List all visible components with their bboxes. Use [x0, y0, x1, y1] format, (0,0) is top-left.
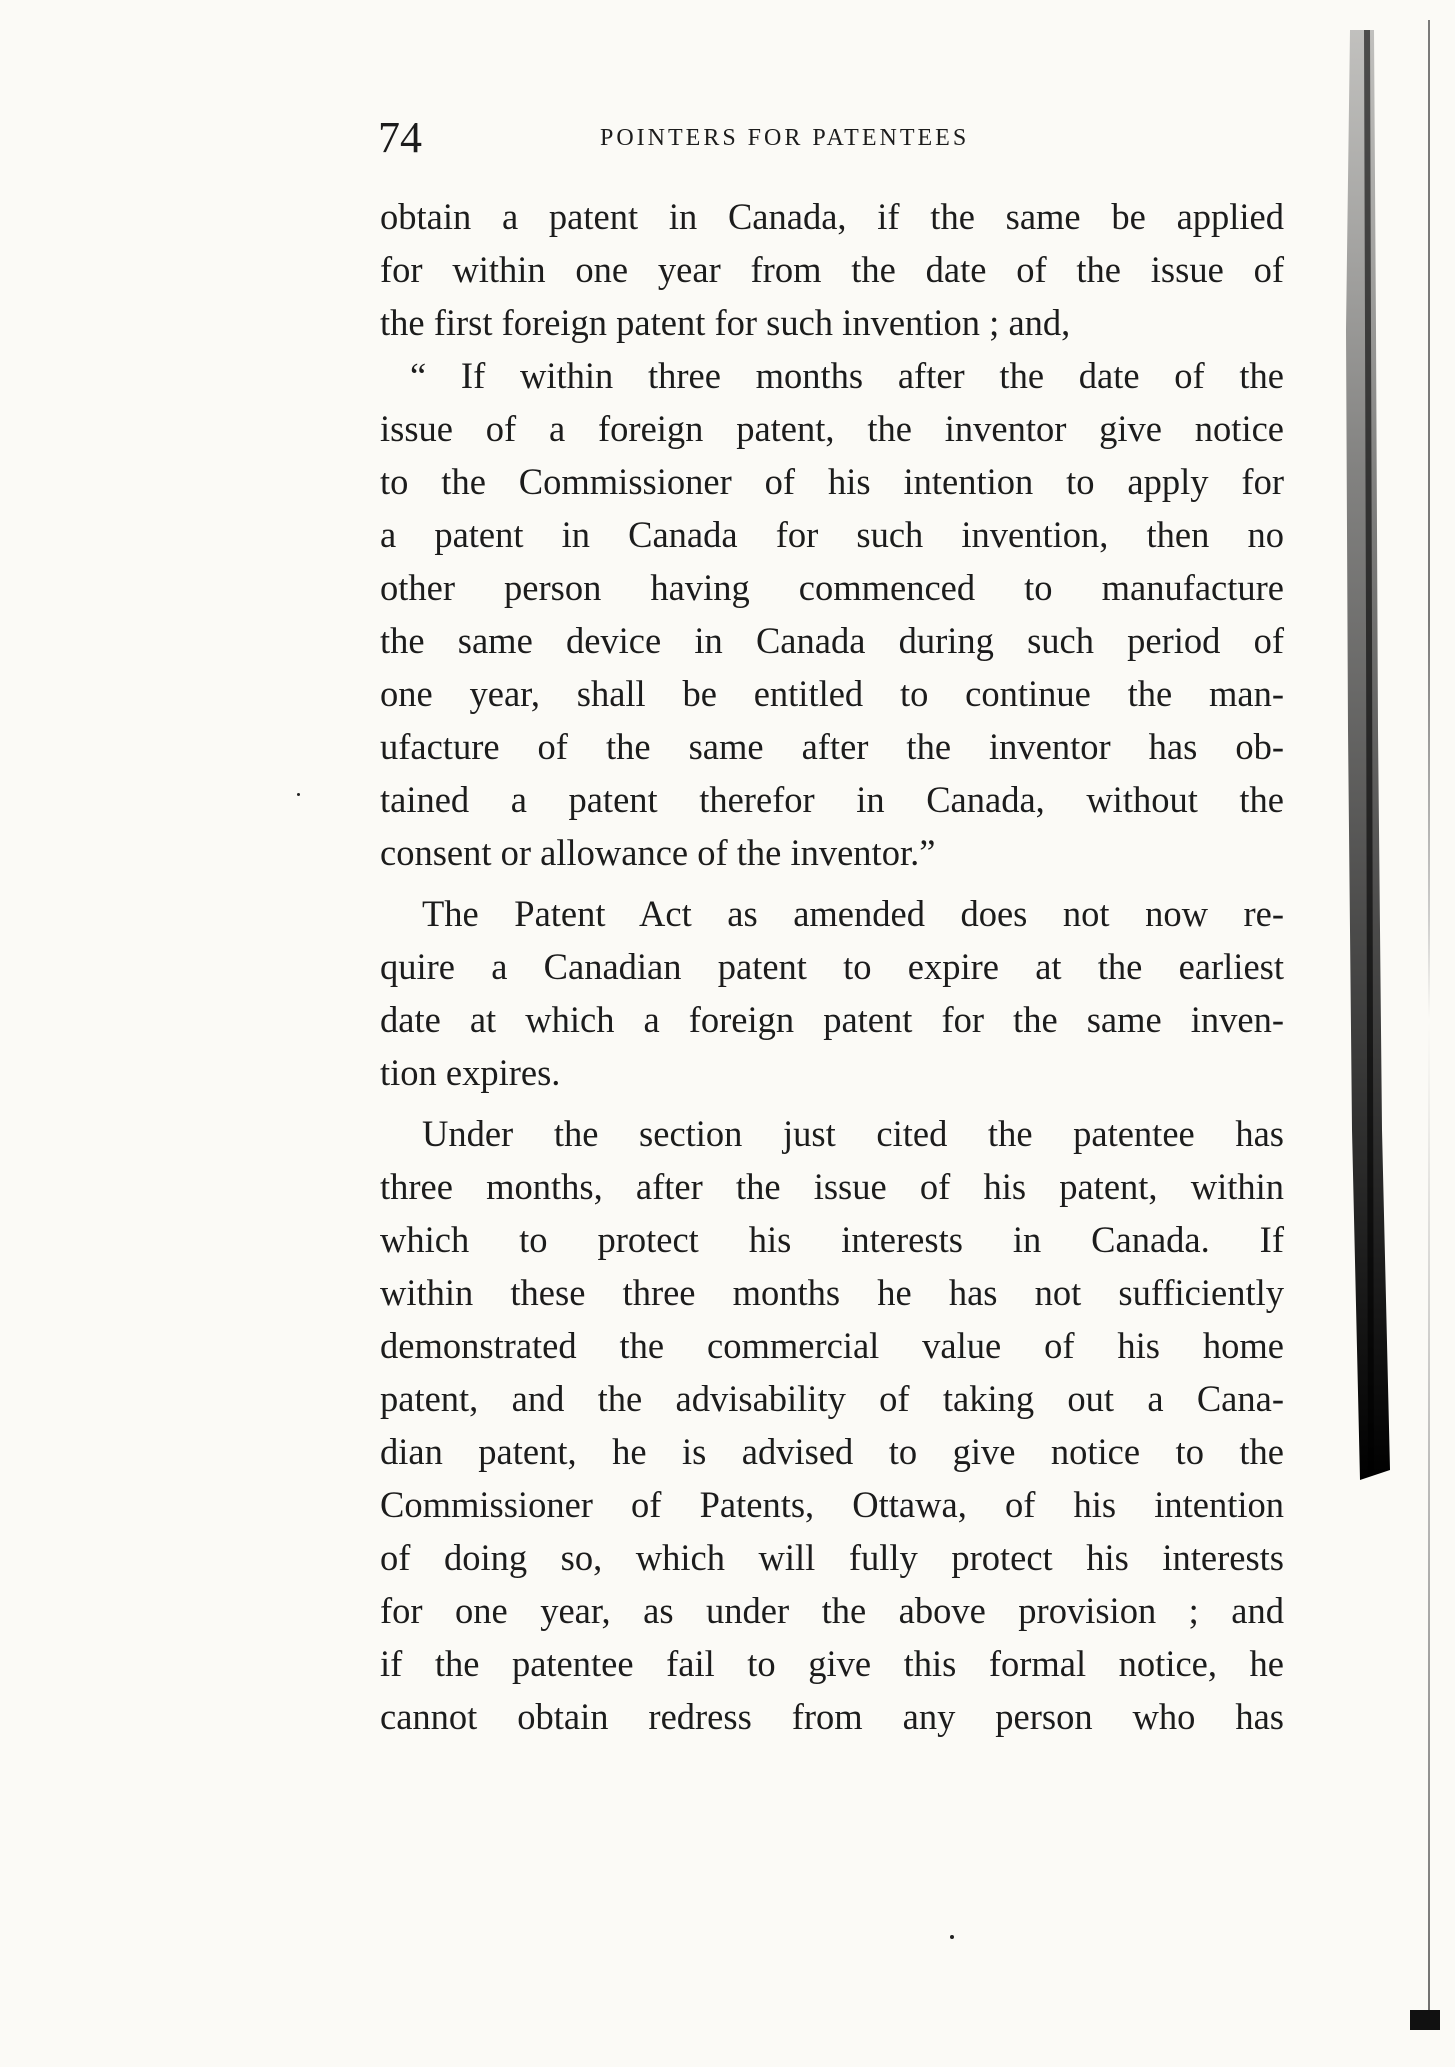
- text-line: ufacture of the same after the inventor has ob-: [380, 726, 1284, 767]
- text-line: which to protect his interests in Canada. If: [380, 1219, 1284, 1260]
- text-line: issue of a foreign patent, the inventor give notice: [380, 408, 1284, 449]
- text-line: for within one year from the date of the issue of: [380, 249, 1284, 290]
- text-line: “ If within three months after the date of the: [410, 355, 1284, 396]
- text-line: dian patent, he is advised to give notice to the: [380, 1431, 1284, 1472]
- ink-speck: [950, 1935, 954, 1939]
- text-line: quire a Canadian patent to expire at the earliest: [380, 946, 1284, 987]
- paragraph-section-cited: [380, 1107, 1284, 1743]
- page-number: 74: [378, 113, 422, 162]
- text-line: three months, after the issue of his patent, within: [380, 1166, 1284, 1207]
- paragraph-patent-act: [380, 887, 1284, 1099]
- text-line: date at which a foreign patent for the same inven-: [380, 999, 1284, 1040]
- text-line: Under the section just cited the patentee has: [422, 1113, 1284, 1154]
- text-line: if the patentee fail to give this formal notice, he: [380, 1643, 1284, 1684]
- page-edge-line: [1428, 20, 1430, 2020]
- text-line: obtain a patent in Canada, if the same be applied: [380, 196, 1284, 237]
- page-header: [378, 108, 1283, 168]
- text-line: one year, shall be entitled to continue the man-: [380, 673, 1284, 714]
- ink-speck: [297, 793, 300, 796]
- text-line: of doing so, which will fully protect his interests: [380, 1537, 1284, 1578]
- text-line: tion expires.: [380, 1052, 561, 1093]
- text-line: consent or allowance of the inventor.”: [380, 832, 936, 873]
- text-line: The Patent Act as amended does not now re-: [422, 893, 1284, 934]
- text-line: the first foreign patent for such invention ; and,: [380, 302, 1071, 343]
- text-line: tained a patent therefor in Canada, without the: [380, 779, 1284, 820]
- paragraph-continuation: [380, 190, 1284, 349]
- text-line: a patent in Canada for such invention, then no: [380, 514, 1284, 555]
- text-line: cannot obtain redress from any person who has: [380, 1696, 1284, 1737]
- text-line: demonstrated the commercial value of his home: [380, 1325, 1284, 1366]
- text-line: the same device in Canada during such period of: [380, 620, 1284, 661]
- binding-shadow: [1330, 30, 1400, 1480]
- text-line: patent, and the advisability of taking out a Cana-: [380, 1378, 1284, 1419]
- paragraph-quotation: [380, 349, 1284, 879]
- corner-ink-mark: [1410, 2010, 1440, 2030]
- text-line: Commissioner of Patents, Ottawa, of his intention: [380, 1484, 1284, 1525]
- text-line: to the Commissioner of his intention to apply for: [380, 461, 1284, 502]
- body-text: [380, 190, 1284, 1743]
- text-line: for one year, as under the above provision ; and: [380, 1590, 1284, 1631]
- running-head: POINTERS FOR PATENTEES: [600, 125, 970, 151]
- text-line: within these three months he has not sufficiently: [380, 1272, 1284, 1313]
- text-line: other person having commenced to manufacture: [380, 567, 1284, 608]
